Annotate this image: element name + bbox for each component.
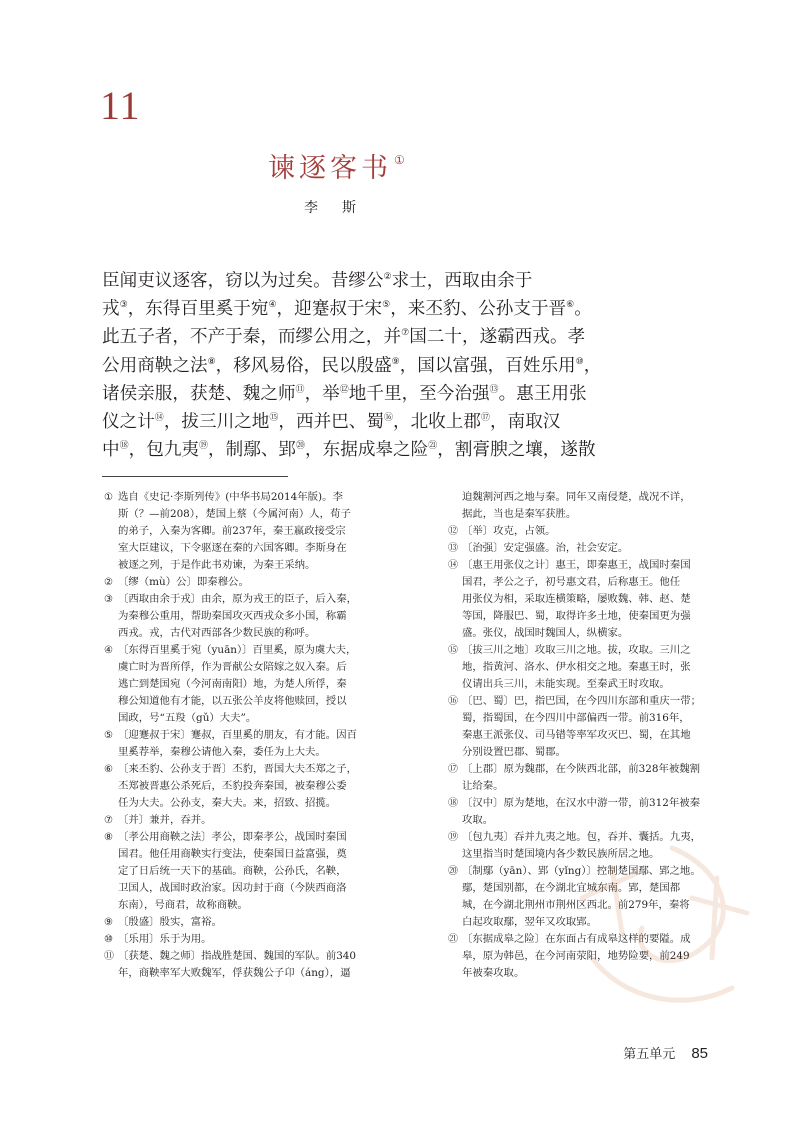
footnote-number: ② [104,577,113,588]
footnote-line: 这里指当时楚国境内各少数民族所居之地。 [462,848,660,860]
footnote-line: 皋，原为韩邑，在今河南荥阳，地势险要，前249 [462,950,690,962]
lesson-number: 11 [100,83,141,128]
footnote-line: 为秦穆公重用，帮助秦国攻灭西戎众多小国，称霸 [118,610,347,622]
footnote-line: 〔巴、蜀〕巴，指巴国，在今四川东部和重庆一带； [462,695,701,707]
footnote-line: 〔东据成皋之险〕在东面占有成皋这样的要隘。成 [462,933,691,945]
footnote-item [448,795,718,829]
footnote-number: ③ [104,594,113,605]
footnote-item [104,761,394,812]
footnote-line: 被逐之列，于是作此书劝谏，为秦王采纳。 [118,559,316,571]
notes-left-column [104,489,394,982]
footnote-line: 室大臣建议，下令驱逐在秦的六国客卿。李斯身在 [118,542,347,554]
footnote-line: 〔来丕豹、公孙支于晋〕丕豹，晋国大夫丕郑之子， [118,763,357,775]
footnote-line: 地，指黄河、洛水、伊水相交之地。秦惠王时，张 [462,661,691,673]
footnote-number: ⑦ [104,815,113,826]
footnote-number: ⑥ [104,764,113,775]
footnote-number: ⑧ [104,832,113,843]
footnote-line: 虞亡时为晋所俘，作为晋献公女陪嫁之奴入秦。后 [118,661,347,673]
footnote-line: 定了日后统一天下的基础。商鞅，公孙氏，名鞅， [118,865,347,877]
footnote-line: 攻取。 [462,814,494,826]
main-text-line: 仪之计⑭，拔三川之地⑮，西并巴、蜀⑯，北收上郡⑰，南取汉 [102,412,561,433]
footnote-number: ⑨ [104,917,113,928]
footnote-line: 据此，当也是秦军获胜。 [462,508,577,520]
footnote-item [104,812,394,829]
footnote-line: 穆公知道他有才能，以五张公羊皮将他赎回，授以 [118,695,347,707]
page-title [268,146,405,185]
footnote-line: 〔缪（mù）公〕即秦穆公。 [118,576,249,588]
footnote-line: 西戎。戎，古代对西部各少数民族的称呼。 [118,627,316,639]
footnote-line: 城，在今湖北荆州市荆州区西北。前279年，秦将 [462,899,690,911]
footnote-line: 〔上郡〕原为魏郡，在今陕西北部，前328年被魏割 [462,763,701,775]
footnote-line: 选自《史记·李斯列传》(中华书局2014年版)。李 [118,491,343,503]
main-text-line: 诸侯亲服，获楚、魏之师⑪，举⑫地千里，至今治强⑬。惠王用张 [102,383,587,404]
footnote-number: ⑤ [104,730,113,741]
main-text [102,267,602,464]
footnote-line: 里奚荐举，秦穆公请他入秦，委任为上大夫。 [118,746,326,758]
footnote-line: 用张仪为相，采取连横策略，屡败魏、韩、赵、楚 [462,593,691,605]
footnote-line: 〔包九夷〕吞并九夷之地。包，吞并、囊括。九夷， [462,831,701,843]
footnote-number: ⑮ [448,645,458,656]
footnote-item [448,642,718,693]
footnote-line: 〔孝公用商鞅之法〕孝公，即秦孝公，战国时秦国 [118,831,347,843]
footnote-line: 分别设置巴郡、蜀郡。 [462,746,566,758]
footnote-number: ⑱ [448,798,458,809]
footnote-line: 东南），号商君，故称商鞅。 [118,899,248,911]
footnote-item [448,693,718,761]
footnote-item [448,489,718,523]
footnote-number: ㉑ [448,934,458,945]
footnote-line: 国君。他任用商鞅实行变法，使秦国日益富强，奠 [118,848,347,860]
footnote-number: ⑬ [448,543,458,554]
footnote-line: 〔并〕兼并，吞并。 [118,814,212,826]
footnote-line: 〔惠王用张仪之计〕惠王，即秦惠王，战国时秦国 [462,559,691,571]
author-surname: 李 [304,200,318,216]
footnote-number: ⑩ [104,934,113,945]
footnote-number: ⑰ [448,764,458,775]
unit-label: 第五单元 [623,1047,676,1062]
footnote-line: 迫魏割河西之地与秦。同年又南侵楚，战况不详， [462,491,691,503]
footnote-line: 〔拔三川之地〕攻取三川之地。拔，攻取。三川之 [462,644,691,656]
footnote-line: 〔殷盛〕殷实，富裕。 [118,916,222,928]
footnote-line: 国君，孝公之子，初号惠文君，后称惠王。他任 [462,576,681,588]
footnote-item [104,489,394,574]
footnote-line: 年，商鞅率军大败魏军，俘获魏公子卬（áng），逼 [118,967,351,979]
footnote-item [104,914,394,931]
main-text-line: 臣闻吏议逐客，窃以为过矣。昔缪公②求士，西取由余于 [102,271,533,291]
footnote-line: 〔治强〕安定强盛。治，社会安定。 [462,542,629,554]
footnote-divider [102,476,288,477]
footnote-item [448,523,718,540]
footnote-item [104,574,394,591]
footnote-item [448,761,718,795]
footnote-line: 〔迎蹇叔于宋〕蹇叔，百里奚的朋友，有才能。因百 [118,729,357,741]
footnote-item [448,540,718,557]
footnote-line: 任为大夫。公孙支，秦大夫。来，招致、招揽。 [118,797,337,809]
footnote-line: 等国，降服巴、蜀，取得许多土地，使秦国更为强 [462,610,691,622]
footnote-line: 〔获楚、魏之师〕指战胜楚国、魏国的军队。前340 [118,950,357,962]
footnote-item [104,727,394,761]
footnote-number: ⑲ [448,832,458,843]
footnote-number: ⑯ [448,696,458,707]
footnote-line: 〔乐用〕乐于为用。 [118,933,212,945]
footnote-number: ① [104,492,113,503]
footnote-item [448,557,718,642]
footnote-line: 〔汉中〕原为楚地，在汉水中游一带，前312年被秦 [462,797,701,809]
footnote-line: 〔制鄢（yān）、郢（yǐng）〕控制楚国鄢、郢之地。 [462,865,701,877]
main-text-line: 公用商鞅之法⑧，移风易俗，民以殷盛⑨，国以富强，百姓乐用⑩， [102,355,602,376]
page-number: 85 [691,1045,708,1062]
footnote-line: 丕郑被晋惠公杀死后，丕豹投奔秦国，被秦穆公委 [118,780,347,792]
footnote-line: 〔举〕攻克，占领。 [462,525,556,537]
footnote-number: ⑭ [448,560,458,571]
footnote-line: 国政，号“五羖（gǔ）大夫”。 [118,712,257,724]
footnote-line: 蜀，指蜀国，在今四川中部偏西一带。前316年， [462,712,690,724]
footnote-line: 让给秦。 [462,780,504,792]
footnote-item [104,829,394,914]
footnote-line: 鄢，楚国别都，在今湖北宜城东南。郢，楚国都 [462,882,681,894]
footnote-line: 盛。张仪，战国时魏国人，纵横家。 [462,627,629,639]
watermark-graphic [552,838,762,1028]
footnote-item [104,642,394,727]
footnote-line: 〔西取由余于戎〕由余，原为戎王的臣子，后入秦， [118,593,357,605]
footnote-number: ⑪ [104,951,114,962]
footnote-item [104,948,394,982]
footnote-line: 斯（？—前208），楚国上蔡（今属河南）人，荀子 [118,508,351,520]
title-text: 谏逐客书 [268,153,392,184]
footnote-line: 卫国人，战国时政治家。因功封于商（今陕西商洛 [118,882,347,894]
page-footer [623,1043,708,1062]
footnote-number: ⑳ [448,866,458,877]
footnote-line: 白起攻取鄢，翌年又攻取郢。 [462,916,598,928]
footnote-line: 的弟子，入秦为客卿。前237年，秦王嬴政接受宗 [118,525,346,537]
author [304,197,356,217]
footnote-line: 仪请出兵三川，未能实现。至秦武王时攻取。 [462,678,670,690]
footnote-number: ⑫ [448,526,458,537]
main-text-line: 中⑱，包九夷⑲，制鄢、郢⑳，东据成皋之险$^㉑$，割膏腴之壤，遂散 [102,440,596,461]
footnote-item [104,591,394,642]
footnote-item [104,931,394,948]
footnote-number: ④ [104,645,113,656]
footnote-line: 秦惠王派张仪、司马错等率军攻灭巴、蜀，在其地 [462,729,691,741]
main-text-line: 此五子者，不产于秦，而缪公用之，并⑦国二十，遂霸西戎。孝 [102,327,586,348]
footnote-line: 年被秦攻取。 [462,967,525,979]
author-given-name: 斯 [342,200,356,216]
footnote-line: 〔东得百里奚于宛（yuān）〕百里奚，原为虞大夫， [118,644,357,656]
footnote-line: 逃亡到楚国宛（今河南南阳）地，为楚人所俘，秦 [118,678,347,690]
main-text-line: 戎③，东得百里奚于宛④，迎蹇叔于宋⑤，来丕豹、公孙支于晋⑥。 [102,299,592,320]
title-footnote-ref: ① [394,153,405,167]
